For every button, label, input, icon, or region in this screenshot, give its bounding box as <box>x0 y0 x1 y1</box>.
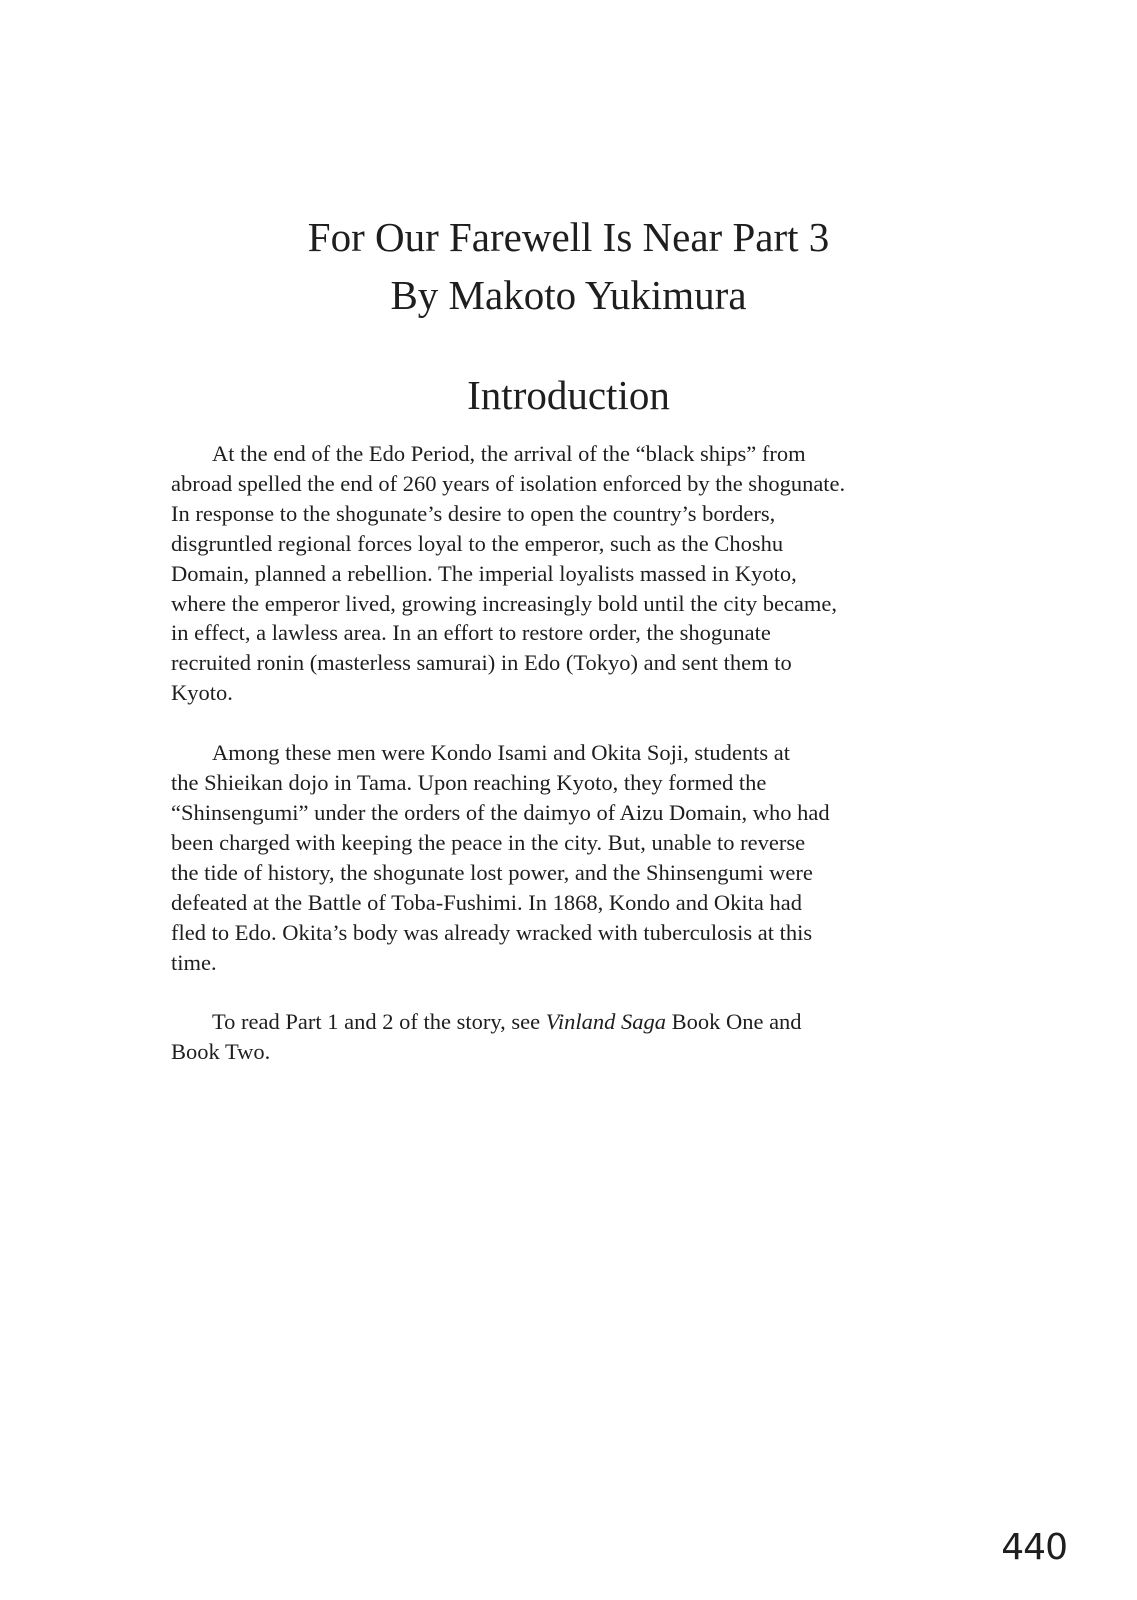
story-title <box>0 208 1137 324</box>
paragraph-line: the tide of history, the shogunate lost power, and the Shinsengumi were <box>171 859 813 885</box>
paragraph-1 <box>171 439 981 708</box>
paragraph-line: defeated at the Battle of Toba-Fushimi. In 1868, Kondo and Okita had <box>171 889 802 915</box>
paragraph-3 <box>171 1007 981 1067</box>
paragraph-text: Book One and <box>665 1009 802 1035</box>
page-number: 440 <box>1001 1527 1067 1568</box>
paragraph-line: Book Two. <box>171 1039 271 1065</box>
paragraph-line: Kyoto. <box>171 680 233 706</box>
paragraph-line: Domain, planned a rebellion. The imperial loyalists massed in Kyoto, <box>171 560 797 586</box>
intro-body <box>171 439 981 1067</box>
paragraph-line: where the emperor lived, growing increasingly bold until the city became, <box>171 590 838 616</box>
paragraph-line: disgruntled regional forces loyal to the emperor, such as the Choshu <box>171 530 784 556</box>
paragraph-line: In response to the shogunate’s desire to open the country’s borders, <box>171 500 776 526</box>
paragraph-text: To read Part 1 and 2 of the story, see <box>212 1009 546 1035</box>
book-title: Vinland Saga <box>545 1009 666 1035</box>
story-title-line: For Our Farewell Is Near Part 3 <box>307 214 830 260</box>
paragraph-line <box>171 1007 981 1037</box>
section-heading: Introduction <box>467 372 670 418</box>
paragraph-line: abroad spelled the end of 260 years of isolation enforced by the shogunate. <box>171 470 846 496</box>
paragraph-line: recruited ronin (masterless samurai) in Edo (Tokyo) and sent them to <box>171 650 792 676</box>
paragraph-line: “Shinsengumi” under the orders of the daimyo of Aizu Domain, who had <box>171 799 830 825</box>
paragraph-line: the Shieikan dojo in Tama. Upon reaching Kyoto, they formed the <box>171 770 767 796</box>
paragraph-line: At the end of the Edo Period, the arrival of the “black ships” from <box>212 441 806 466</box>
paragraph-line: time. <box>171 949 217 975</box>
paragraph-line: in effect, a lawless area. In an effort to restore order, the shogunate <box>171 620 771 646</box>
paragraph-line: Among these men were Kondo Isami and Okita Soji, students at <box>212 740 791 766</box>
paragraph-line: fled to Edo. Okita’s body was already wracked with tuberculosis at this <box>171 919 813 945</box>
paragraph-line: been charged with keeping the peace in the city. But, unable to reverse <box>171 829 806 855</box>
story-author-line: By Makoto Yukimura <box>390 272 747 318</box>
paragraph-2 <box>171 738 981 977</box>
